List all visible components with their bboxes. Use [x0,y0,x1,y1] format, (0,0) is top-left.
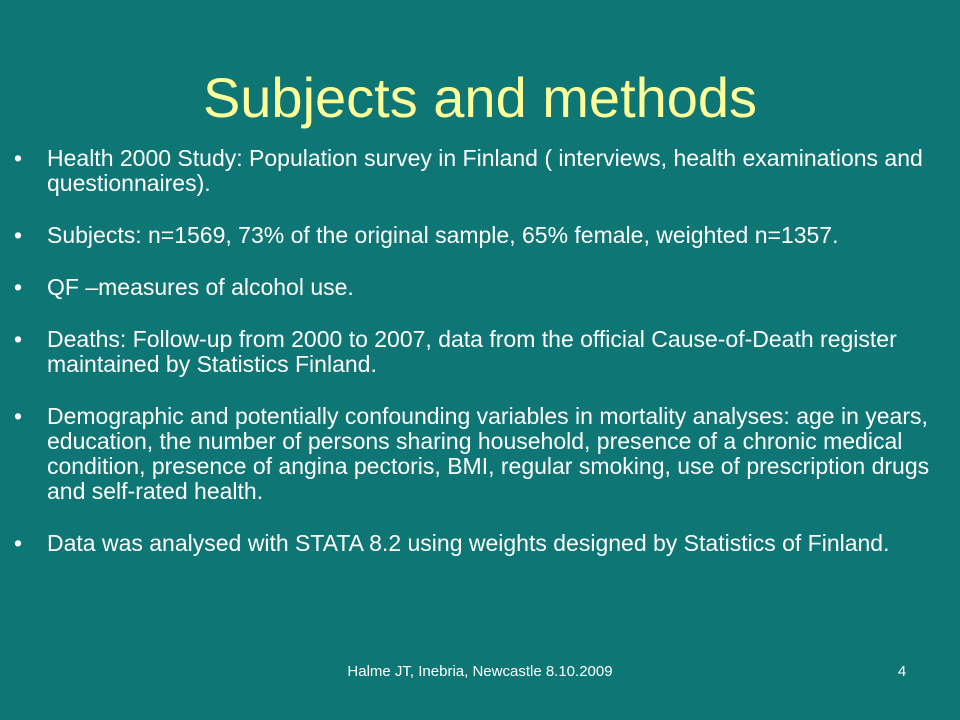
bullet-marker: • [14,222,23,248]
bullet-text: QF –measures of alcohol use. [47,274,354,300]
bullet-text: Demographic and potentially confounding variables in mortality analyses: age in years, education, the number of persons sharing household, presence of a chronic medical condition, presence of angina pectoris, BMI, regular smoking, use of prescription drugs and self-rated health. [47,403,930,504]
bullet-item [14,146,944,196]
bullet-text: Deaths: Follow-up from 2000 to 2007, data from the official Cause-of-Death register maintained by Statistics Finland. [47,326,897,377]
bullet-marker: • [14,326,23,352]
bullet-item [14,531,944,556]
bullet-marker: • [14,274,23,300]
bullet-item [14,223,944,248]
bullet-list [14,146,944,583]
bullet-item [14,327,944,377]
footer-text: Halme JT, Inebria, Newcastle 8.10.2009 [347,663,613,680]
bullet-marker: • [14,403,23,429]
page-number: 4 [897,663,907,680]
bullet-text: Subjects: n=1569, 73% of the original sample, 65% female, weighted n=1357. [47,222,839,248]
bullet-marker: • [14,145,23,171]
bullet-item [14,275,944,300]
bullet-text: Health 2000 Study: Population survey in Finland ( interviews, health examinations and questionnaires). [47,145,923,196]
bullet-text: Data was analysed with STATA 8.2 using weights designed by Statistics of Finland. [47,530,890,556]
slide-title: Subjects and methods [202,65,758,129]
bullet-marker: • [14,530,23,556]
bullet-item [14,404,944,504]
